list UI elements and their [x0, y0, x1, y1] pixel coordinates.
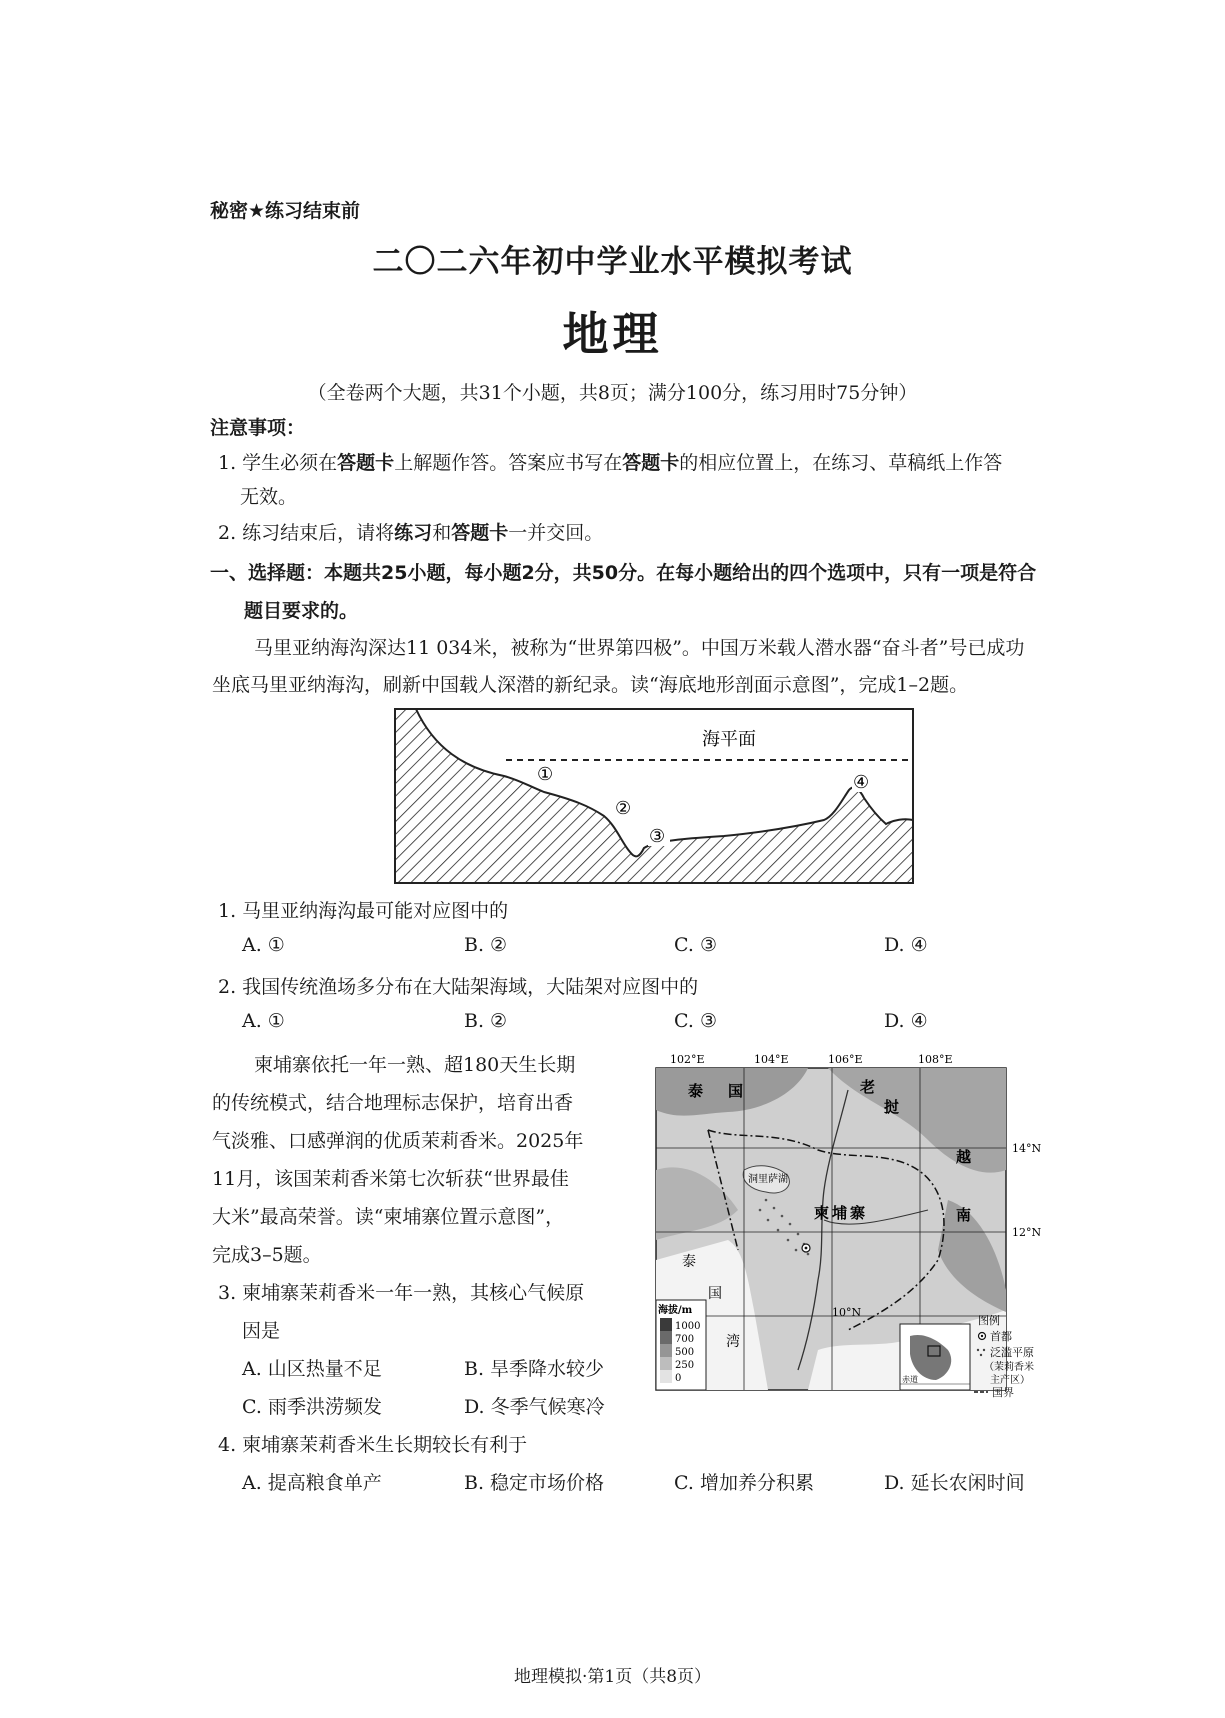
q1-option-d[interactable]: D. ④ [884, 934, 928, 956]
label-gulf-1: 泰 [682, 1254, 696, 1270]
q2-option-d[interactable]: D. ④ [884, 1010, 928, 1032]
exam-info: （全卷两个大题，共31个小题，共8页；满分100分，练习用时75分钟） [307, 382, 918, 404]
elev-swatch-500 [660, 1344, 672, 1357]
q2-option-b[interactable]: B. ② [464, 1010, 508, 1032]
notice-item-1-cont: 无效。 [240, 486, 298, 508]
legend-title: 图例 [978, 1314, 1000, 1327]
sea-level-label: 海平面 [702, 729, 756, 750]
q1-option-b[interactable]: B. ② [464, 934, 508, 956]
q2-option-c[interactable]: C. ③ [674, 1010, 717, 1032]
label-vietnam-1: 越 [956, 1148, 972, 1166]
legend-floodplain: 泛滥平原 [990, 1346, 1034, 1359]
label-cambodia-3: 寨 [850, 1204, 866, 1222]
inset-equator-label: 赤道 [902, 1375, 918, 1384]
passage-2-line-6: 完成3–5题。 [212, 1244, 322, 1266]
lon-label-108: 108°E [918, 1053, 953, 1066]
question-3-stem-cont: 因是 [242, 1320, 281, 1342]
subject-title: 地理 [562, 307, 663, 361]
confidential-mark: 秘密★练习结束前 [210, 200, 361, 222]
question-1-stem: 1. 马里亚纳海沟最可能对应图中的 [218, 900, 509, 922]
passage-2-line-3: 气淡雅、口感弹润的优质茉莉香米。2025年 [212, 1130, 584, 1152]
notice-heading: 注意事项： [210, 417, 306, 439]
marker-2: ② [615, 798, 632, 819]
notice-item-1: 1. 学生必须在答题卡上解题作答。答案应书写在答题卡的相应位置上，在练习、草稿纸上作答 [218, 452, 1003, 474]
elev-1000: 1000 [675, 1321, 701, 1332]
elev-250: 250 [675, 1360, 695, 1371]
question-4-stem: 4. 柬埔寨茉莉香米生长期较长有利于 [218, 1434, 528, 1456]
seafloor-profile-figure [394, 708, 914, 884]
label-thai-1: 泰 [688, 1082, 704, 1100]
q2-option-a[interactable]: A. ① [242, 1010, 285, 1032]
label-gulf-3: 湾 [726, 1334, 740, 1350]
q3-option-b[interactable]: B. 旱季降水较少 [464, 1358, 605, 1380]
lon-label-106: 106°E [828, 1053, 863, 1066]
q3-option-d[interactable]: D. 冬季气候寒冷 [464, 1396, 605, 1418]
elev-swatch-0 [660, 1370, 672, 1383]
section-heading: 一、选择题：本题共25小题，每小题2分，共50分。在每小题给出的四个选项中，只有一项是符合 [210, 562, 1037, 584]
lat-label-14: 14°N [1012, 1142, 1042, 1155]
question-3-stem: 3. 柬埔寨茉莉香米一年一熟，其核心气候原 [218, 1282, 585, 1304]
label-laos-1: 老 [860, 1078, 876, 1096]
passage-1-line-1: 马里亚纳海沟深达11 034米，被称为“世界第四极”。中国万米载人潜水器“奋斗者”号已成功 [254, 637, 1025, 659]
cambodia-location-map [648, 1050, 1064, 1396]
passage-2-line-2: 的传统模式，结合地理标志保护，培育出香 [212, 1092, 574, 1114]
label-thai-2: 国 [728, 1082, 744, 1100]
elev-500: 500 [675, 1347, 695, 1358]
label-laos-2: 挝 [884, 1098, 900, 1116]
page-footer: 地理模拟·第1页（共8页） [513, 1667, 712, 1687]
marker-3: ③ [649, 826, 666, 847]
elev-700: 700 [675, 1334, 695, 1345]
q3-option-c[interactable]: C. 雨季洪涝频发 [242, 1396, 382, 1418]
label-gulf-2: 国 [708, 1286, 722, 1302]
legend-capital: 首都 [990, 1330, 1012, 1343]
question-2-stem: 2. 我国传统渔场多分布在大陆架海域，大陆架对应图中的 [218, 976, 699, 998]
q1-option-c[interactable]: C. ③ [674, 934, 717, 956]
elev-swatch-250 [660, 1357, 672, 1370]
lat-label-10: 10°N [832, 1306, 862, 1319]
elevation-title: 海拔/m [658, 1305, 693, 1316]
q3-option-a[interactable]: A. 山区热量不足 [242, 1358, 382, 1380]
elev-swatch-1000 [660, 1318, 672, 1331]
q4-option-c[interactable]: C. 增加养分积累 [674, 1472, 814, 1494]
lon-label-104: 104°E [754, 1053, 789, 1066]
notice-item-2: 2. 练习结束后，请将练习和答题卡一并交回。 [218, 522, 604, 544]
passage-2-line-4: 11月，该国茉莉香米第七次斩获“世界最佳 [212, 1168, 569, 1190]
passage-2-line-1: 柬埔寨依托一年一熟、超180天生长期 [254, 1054, 576, 1076]
marker-1: ① [537, 764, 554, 785]
lon-label-102: 102°E [670, 1053, 705, 1066]
label-vietnam-2: 南 [956, 1206, 972, 1224]
label-lake: 洞里萨湖 [748, 1174, 788, 1185]
label-cambodia-1: 柬 [814, 1204, 830, 1222]
passage-1-line-2: 坐底马里亚纳海沟，刷新中国载人深潜的新纪录。读“海底地形剖面示意图”，完成1–2题。 [212, 674, 969, 696]
lat-label-12: 12°N [1012, 1226, 1042, 1239]
label-cambodia-2: 埔 [832, 1204, 848, 1222]
q1-option-a[interactable]: A. ① [242, 934, 285, 956]
q4-option-a[interactable]: A. 提高粮食单产 [242, 1472, 382, 1494]
q4-option-d[interactable]: D. 延长农闲时间 [884, 1472, 1025, 1494]
section-heading-cont: 题目要求的。 [244, 600, 359, 622]
legend-floodplain-note-2: 主产区） [990, 1375, 1030, 1386]
exam-title: 二〇二六年初中学业水平模拟考试 [372, 244, 853, 280]
legend-floodplain-note-1: （茉莉香米 [984, 1362, 1034, 1373]
legend-border: 国界 [992, 1386, 1014, 1399]
elev-0: 0 [675, 1373, 682, 1384]
elev-swatch-700 [660, 1331, 672, 1344]
q4-option-b[interactable]: B. 稳定市场价格 [464, 1472, 605, 1494]
marker-4: ④ [853, 772, 870, 793]
passage-2-line-5: 大米”最高荣誉。读“柬埔寨位置示意图”， [212, 1206, 565, 1228]
